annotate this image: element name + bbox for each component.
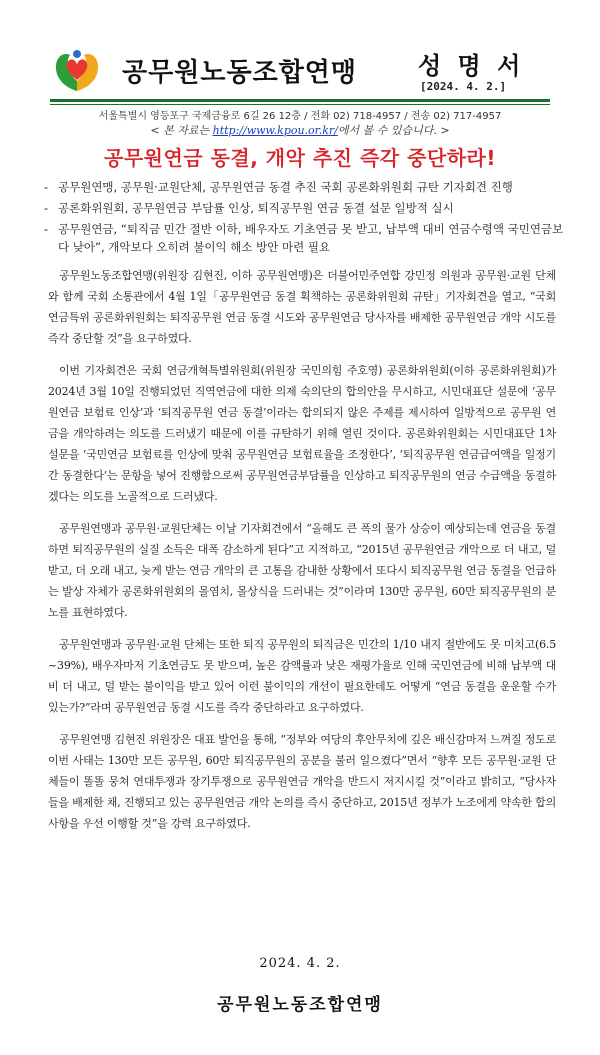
doc-date: [2024. 4. 2.] bbox=[420, 80, 507, 93]
org-title: 공무원노동조합연맹 bbox=[122, 58, 358, 88]
summary-text: 공무원연금, “퇴직금 민간 절반 이하, 배우자도 기초연금 못 받고, 납부액 대비 연금수령액 국민연금보다 낮아”, 개악보다 오히려 불이익 해소 방안 마련 필요 bbox=[58, 222, 564, 254]
dash-bullet: - bbox=[44, 222, 49, 236]
summary-item bbox=[44, 178, 564, 196]
body-paragraph: 이번 기자회견은 국회 연금개혁특별위원회(위원장 국민의힘 주호영) 공론화위원회(이하 공론화위원회)가 2024년 3월 10일 진행되었던 직역연금에 대한 의제 숙의단의 합의안을 무시하고, 시민대표단 설문에 ‘공무원연금 보험료 인상’과 ‘퇴직공무원 연금 동결’이라는 합의되지 않은 주제를 제시하여 일방적으로 공무원 연금을 개악하려는 의도를 드러냈기 때문에 이를 규탄하기 위해 열린 것이다. 공론화위원회는 시민대표단 1차 설문을 ‘국민연금 보험료를 인상에 맞춰 공무원연금 보험료율을 조정한다’, ‘퇴직공무원 연금급여액을 일정기간 동결한다’는 문항을 넣어 진행함으로써 공무원연금부담률을 인상하고 퇴직공무원의 연금 수급액을 동결하겠다는 의도를 노골적으로 드러냈다. bbox=[48, 364, 556, 503]
source-link[interactable]: http://www.kpou.or.kr/ bbox=[212, 124, 338, 137]
summary-text: 공무원연맹, 공무원·교원단체, 공무원연금 동결 추진 국회 공론화위원회 규탄 기자회견 진행 bbox=[58, 180, 513, 194]
headline: 공무원연금 동결, 개악 추진 즉각 중단하라! bbox=[104, 146, 496, 170]
statement-body bbox=[48, 265, 556, 845]
summary-item bbox=[44, 220, 564, 256]
footer-date: 2024. 4. 2. bbox=[259, 956, 341, 971]
source-suffix: 에서 볼 수 있습니다. > bbox=[337, 124, 450, 137]
contact-address: 서울특별시 영등포구 국제금융로 6길 26 12층 / 전화 02) 718-4957 / 전송 02) 717-4957 bbox=[98, 111, 502, 122]
union-logo-icon bbox=[50, 47, 104, 95]
source-notice bbox=[0, 122, 600, 138]
summary-text: 공론화위원회, 공무원연금 부담률 인상, 퇴직공무원 연금 동결 설문 일방적 실시 bbox=[58, 201, 454, 215]
dash-bullet: - bbox=[44, 180, 49, 194]
summary-item bbox=[44, 199, 564, 217]
dash-bullet: - bbox=[44, 201, 49, 215]
document-header bbox=[0, 0, 600, 100]
body-paragraph: 공무원연맹과 공무원·교원 단체는 또한 퇴직 공무원의 퇴직금은 민간의 1/10 내지 절반에도 못 미치고(6.5~39%), 배우자마저 기초연금도 못 받으며, 높은 감액률과 낮은 재평가율로 인해 국민연금에 비해 납부액 대비 더 내고, 덜 받는 불이익을 받고 있어 이런 불이익의 개선이 필요한데도 어떻게 “연금 동결을 운운할 수가 있는가?”라며 공무원연금 동결 시도를 즉각 중단하라고 요구하였다. bbox=[48, 638, 556, 714]
doc-type-title: 성 명 서 bbox=[418, 52, 525, 80]
header-divider-thick bbox=[50, 99, 550, 102]
body-paragraph: 공무원연맹과 공무원·교원단체는 이날 기자회견에서 “올해도 큰 폭의 물가 상승이 예상되는데 연금을 동결하면 퇴직공무원의 실질 소득은 대폭 감소하게 된다”고 지적하고, “2015년 공무원연금 개악으로 더 내고, 덜 받고, 더 오래 내고, 늦게 받는 연금 개악의 큰 고통을 감내한 상황에서 또다시 퇴직공무원 연금 동결을 언급하는 발상 자체가 공론화위원회의 몰염치, 몰상식을 드러내는 것”이라며 130만 공무원, 60만 퇴직공무원의 분노를 표현하였다. bbox=[48, 522, 556, 619]
footer-org-name: 공무원노동조합연맹 bbox=[217, 995, 383, 1015]
header-divider-thin bbox=[50, 104, 550, 105]
source-prefix: < 본 자료는 bbox=[150, 124, 213, 137]
body-paragraph: 공무원노동조합연맹(위원장 김현진, 이하 공무원연맹)은 더불어민주연합 강민정 의원과 공무원·교원 단체와 함께 국회 소통관에서 4월 1일「공무원연금 동결 획책하는 공론화위원회 규탄」기자회견을 열고, “국회 연금특위 공론화위원회는 퇴직공무원 연금 동결 시도와 공무원연금 당사자를 배제한 공무원연금 개악 시도를 즉각 중단할 것”을 요구하였다. bbox=[48, 269, 556, 345]
body-paragraph: 공무원연맹 김현진 위원장은 대표 발언을 통해, “정부와 여당의 후안무치에 깊은 배신감마저 느껴질 정도로 이번 사태는 130만 모든 공무원, 60만 퇴직공무원의 공분을 불러 일으켰다”면서 “향후 모든 공무원·교원 단체들이 똘똘 뭉쳐 연대투쟁과 장기투쟁으로 공무원연금 개악을 반드시 저지시킬 것”이라고 밝히고, “당사자들을 배제한 채, 진행되고 있는 공무원연금 개악 논의를 즉시 중단하고, 2015년 정부가 노조에게 약속한 합의사항을 우선 이행할 것”을 강력 요구하였다. bbox=[48, 733, 556, 830]
summary-list bbox=[44, 178, 564, 259]
